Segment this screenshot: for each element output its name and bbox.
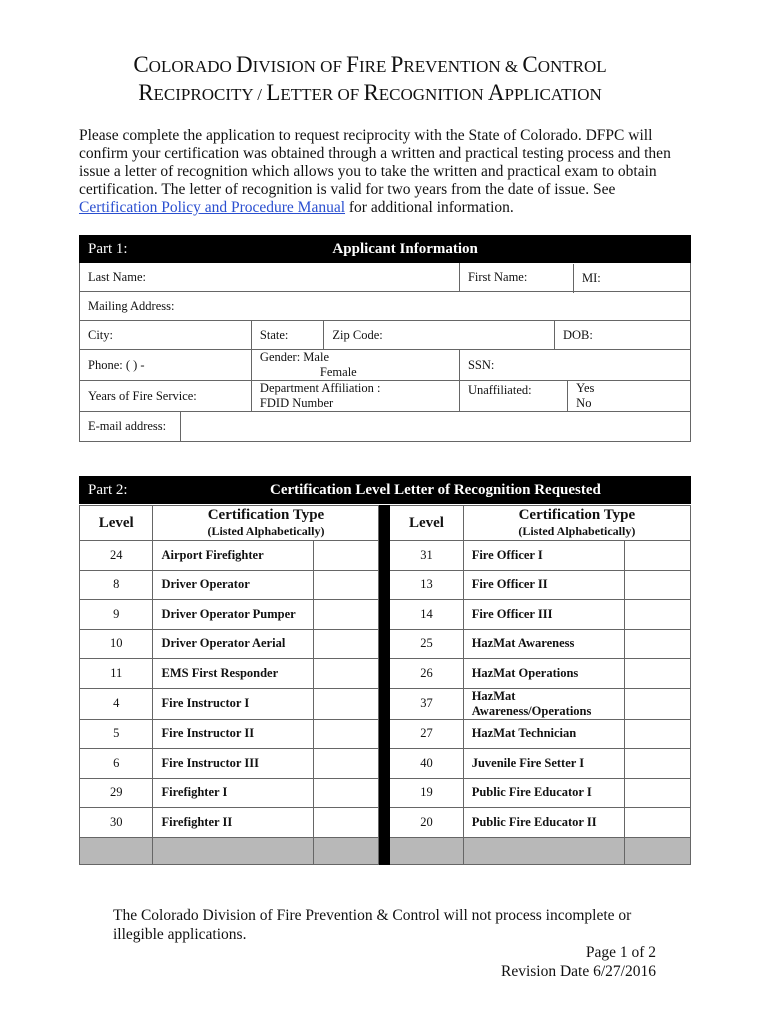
- selection-box[interactable]: [313, 778, 379, 808]
- level-number: 4: [80, 688, 153, 719]
- certification-name: EMS First Responder: [153, 659, 313, 689]
- level-number: 5: [80, 719, 153, 749]
- type-header-text: Certification Type: [207, 507, 325, 523]
- selection-box[interactable]: [625, 629, 691, 659]
- certification-name: Airport Firefighter: [153, 541, 313, 571]
- selection-box[interactable]: [625, 659, 691, 689]
- selection-box[interactable]: [313, 659, 379, 689]
- dept-label: Department Affiliation :: [259, 381, 381, 395]
- certification-row: [80, 688, 691, 719]
- certification-name: Driver Operator: [153, 570, 313, 600]
- certification-name: HazMat Operations: [463, 659, 624, 689]
- certification-name: Fire Instructor II: [153, 719, 313, 749]
- title-fragment: F: [346, 52, 359, 77]
- zip-code-field[interactable]: Zip Code:: [324, 321, 555, 350]
- certification-row: [80, 629, 691, 659]
- unaffiliated-options[interactable]: [568, 381, 691, 412]
- column-gap: [379, 541, 390, 571]
- certification-name: Juvenile Fire Setter I: [463, 749, 624, 779]
- phone-field[interactable]: Phone: ( ) -: [80, 350, 252, 381]
- certification-levels-table: [79, 505, 691, 865]
- level-number: 6: [80, 749, 153, 779]
- column-gap: [379, 570, 390, 600]
- selection-box[interactable]: [313, 629, 379, 659]
- part1-label: Part 1:: [80, 236, 324, 263]
- state-field[interactable]: State:: [251, 321, 324, 350]
- mailing-address-field[interactable]: Mailing Address:: [80, 292, 691, 321]
- column-gap: [379, 688, 390, 719]
- page-number: Page 1 of 2: [585, 944, 656, 961]
- part2-label: Part 2:: [80, 477, 262, 504]
- certification-name: Fire Officer I: [463, 541, 624, 571]
- selection-box[interactable]: [313, 719, 379, 749]
- certification-name: Firefighter II: [153, 808, 313, 838]
- selection-box[interactable]: [625, 808, 691, 838]
- selection-box[interactable]: [625, 541, 691, 571]
- document-title-line2: [0, 80, 740, 106]
- title-fragment: ONTROL: [537, 57, 607, 76]
- certification-type-header: [153, 506, 379, 541]
- footer-notice: The Colorado Division of Fire Prevention & Control will not process incomplete or illegible applications.: [113, 907, 632, 943]
- fdid-label: FDID Number: [259, 396, 334, 410]
- level-header: Level: [80, 506, 153, 541]
- page-info: [501, 943, 656, 981]
- intro-paragraph: [79, 127, 691, 217]
- email-label: E-mail address:: [80, 412, 181, 441]
- certification-name: Fire Officer III: [463, 600, 624, 630]
- policy-manual-link[interactable]: Certification Policy and Procedure Manual: [79, 199, 346, 216]
- level-number: 13: [390, 570, 463, 600]
- certification-row: [80, 749, 691, 779]
- certification-name: Firefighter I: [153, 778, 313, 808]
- mi-field[interactable]: MI:: [582, 271, 601, 285]
- title-fragment: L: [266, 80, 281, 105]
- certification-row: [80, 808, 691, 838]
- selection-box[interactable]: [625, 688, 691, 719]
- level-number: 27: [390, 719, 463, 749]
- level-number: 10: [80, 629, 153, 659]
- level-number: 8: [80, 570, 153, 600]
- selection-box[interactable]: [313, 688, 379, 719]
- title-fragment: C: [522, 52, 538, 77]
- certification-name: Driver Operator Pumper: [153, 600, 313, 630]
- applicant-information-table: [79, 235, 691, 442]
- title-fragment: ETTER OF: [280, 85, 364, 104]
- level-number: 9: [80, 600, 153, 630]
- title-fragment: IVISION OF: [252, 57, 347, 76]
- title-fragment: R: [363, 80, 379, 105]
- ssn-field[interactable]: SSN:: [459, 350, 690, 381]
- no-option[interactable]: No: [576, 396, 592, 410]
- type-subheader-text-right: (Listed Alphabetically): [518, 524, 636, 538]
- certification-type-header-right: [463, 506, 690, 541]
- email-field[interactable]: [181, 412, 690, 441]
- type-subheader-text: (Listed Alphabetically): [207, 524, 325, 538]
- title-fragment: IRE: [358, 57, 391, 76]
- title-fragment: OLORADO: [148, 57, 237, 76]
- title-fragment: D: [236, 52, 253, 77]
- part2-header: [79, 476, 691, 504]
- level-number: 30: [80, 808, 153, 838]
- certification-row: [80, 719, 691, 749]
- intro-text-end: for additional information.: [345, 199, 514, 216]
- certification-name: Fire Instructor I: [153, 688, 313, 719]
- selection-box[interactable]: [625, 719, 691, 749]
- certification-name: HazMat Awareness/Operations: [463, 688, 624, 719]
- level-number: 24: [80, 541, 153, 571]
- column-gap: [379, 778, 390, 808]
- blank-shaded-row: [80, 837, 691, 864]
- title-fragment: R: [138, 80, 154, 105]
- title-fragment: P: [390, 52, 404, 77]
- certification-name: Public Fire Educator II: [463, 808, 624, 838]
- certification-name: Driver Operator Aerial: [153, 629, 313, 659]
- certification-row: [80, 600, 691, 630]
- title-fragment: ECIPROCITY /: [153, 85, 267, 104]
- level-number: 25: [390, 629, 463, 659]
- selection-box[interactable]: [313, 600, 379, 630]
- column-gap: [379, 719, 390, 749]
- selection-box[interactable]: [313, 570, 379, 600]
- column-gap: [379, 749, 390, 779]
- selection-box[interactable]: [313, 749, 379, 779]
- selection-box[interactable]: [625, 778, 691, 808]
- gender-label: Gender: Male: [259, 350, 329, 364]
- document-title-line1: [0, 52, 740, 78]
- last-name-field[interactable]: Last Name:: [80, 263, 460, 292]
- level-number: 11: [80, 659, 153, 689]
- certification-row: [80, 659, 691, 689]
- title-fragment: ECOGNITION: [378, 85, 488, 104]
- years-of-service-field[interactable]: Years of Fire Service:: [80, 381, 252, 412]
- email-row: [80, 412, 691, 442]
- column-gap: [379, 506, 390, 541]
- revision-date: Revision Date 6/27/2016: [501, 963, 656, 980]
- part2-heading: Certification Level Letter of Recognition Requested: [262, 477, 691, 504]
- intro-text: Please complete the application to request reciprocity with the State of Colorado. DFPC will confirm your certification was obtained through a written and practical testing process and then issue a letter of recognition which allows you to take the written and practical exam to obtain certification. The letter of recognition is valid for two years from the date of issue. See: [79, 127, 671, 198]
- selection-box[interactable]: [625, 600, 691, 630]
- level-number: 37: [390, 688, 463, 719]
- yes-option[interactable]: Yes: [576, 381, 595, 395]
- first-name-field[interactable]: First Name:: [459, 263, 690, 292]
- column-gap: [379, 659, 390, 689]
- dob-field[interactable]: DOB:: [554, 321, 690, 350]
- certification-name: HazMat Technician: [463, 719, 624, 749]
- part1-heading: Applicant Information: [324, 236, 691, 263]
- selection-box[interactable]: [625, 570, 691, 600]
- title-fragment: REVENTION &: [403, 57, 523, 76]
- level-number: 20: [390, 808, 463, 838]
- certification-row: [80, 778, 691, 808]
- gender-female: Female: [319, 365, 357, 379]
- column-gap: [379, 629, 390, 659]
- certification-name: Public Fire Educator I: [463, 778, 624, 808]
- level-header-right: Level: [390, 506, 463, 541]
- level-number: 31: [390, 541, 463, 571]
- gender-field[interactable]: [251, 350, 459, 381]
- level-number: 40: [390, 749, 463, 779]
- certification-name: Fire Officer II: [463, 570, 624, 600]
- column-gap: [379, 808, 390, 838]
- unaffiliated-label: Unaffiliated:: [459, 381, 567, 412]
- column-gap: [379, 600, 390, 630]
- title-fragment: C: [133, 52, 149, 77]
- level-number: 29: [80, 778, 153, 808]
- title-fragment: PPLICATION: [504, 85, 602, 104]
- certification-row: [80, 570, 691, 600]
- selection-box[interactable]: [313, 808, 379, 838]
- certification-name: HazMat Awareness: [463, 629, 624, 659]
- department-affiliation-field[interactable]: [251, 381, 459, 412]
- level-number: 14: [390, 600, 463, 630]
- mi-divider: [573, 264, 574, 293]
- type-header-text-right: Certification Type: [518, 507, 636, 523]
- certification-row: [80, 541, 691, 571]
- level-number: 19: [390, 778, 463, 808]
- city-field[interactable]: City:: [80, 321, 252, 350]
- level-number: 26: [390, 659, 463, 689]
- certification-name: Fire Instructor III: [153, 749, 313, 779]
- selection-box[interactable]: [625, 749, 691, 779]
- title-fragment: A: [487, 80, 505, 105]
- selection-box[interactable]: [313, 541, 379, 571]
